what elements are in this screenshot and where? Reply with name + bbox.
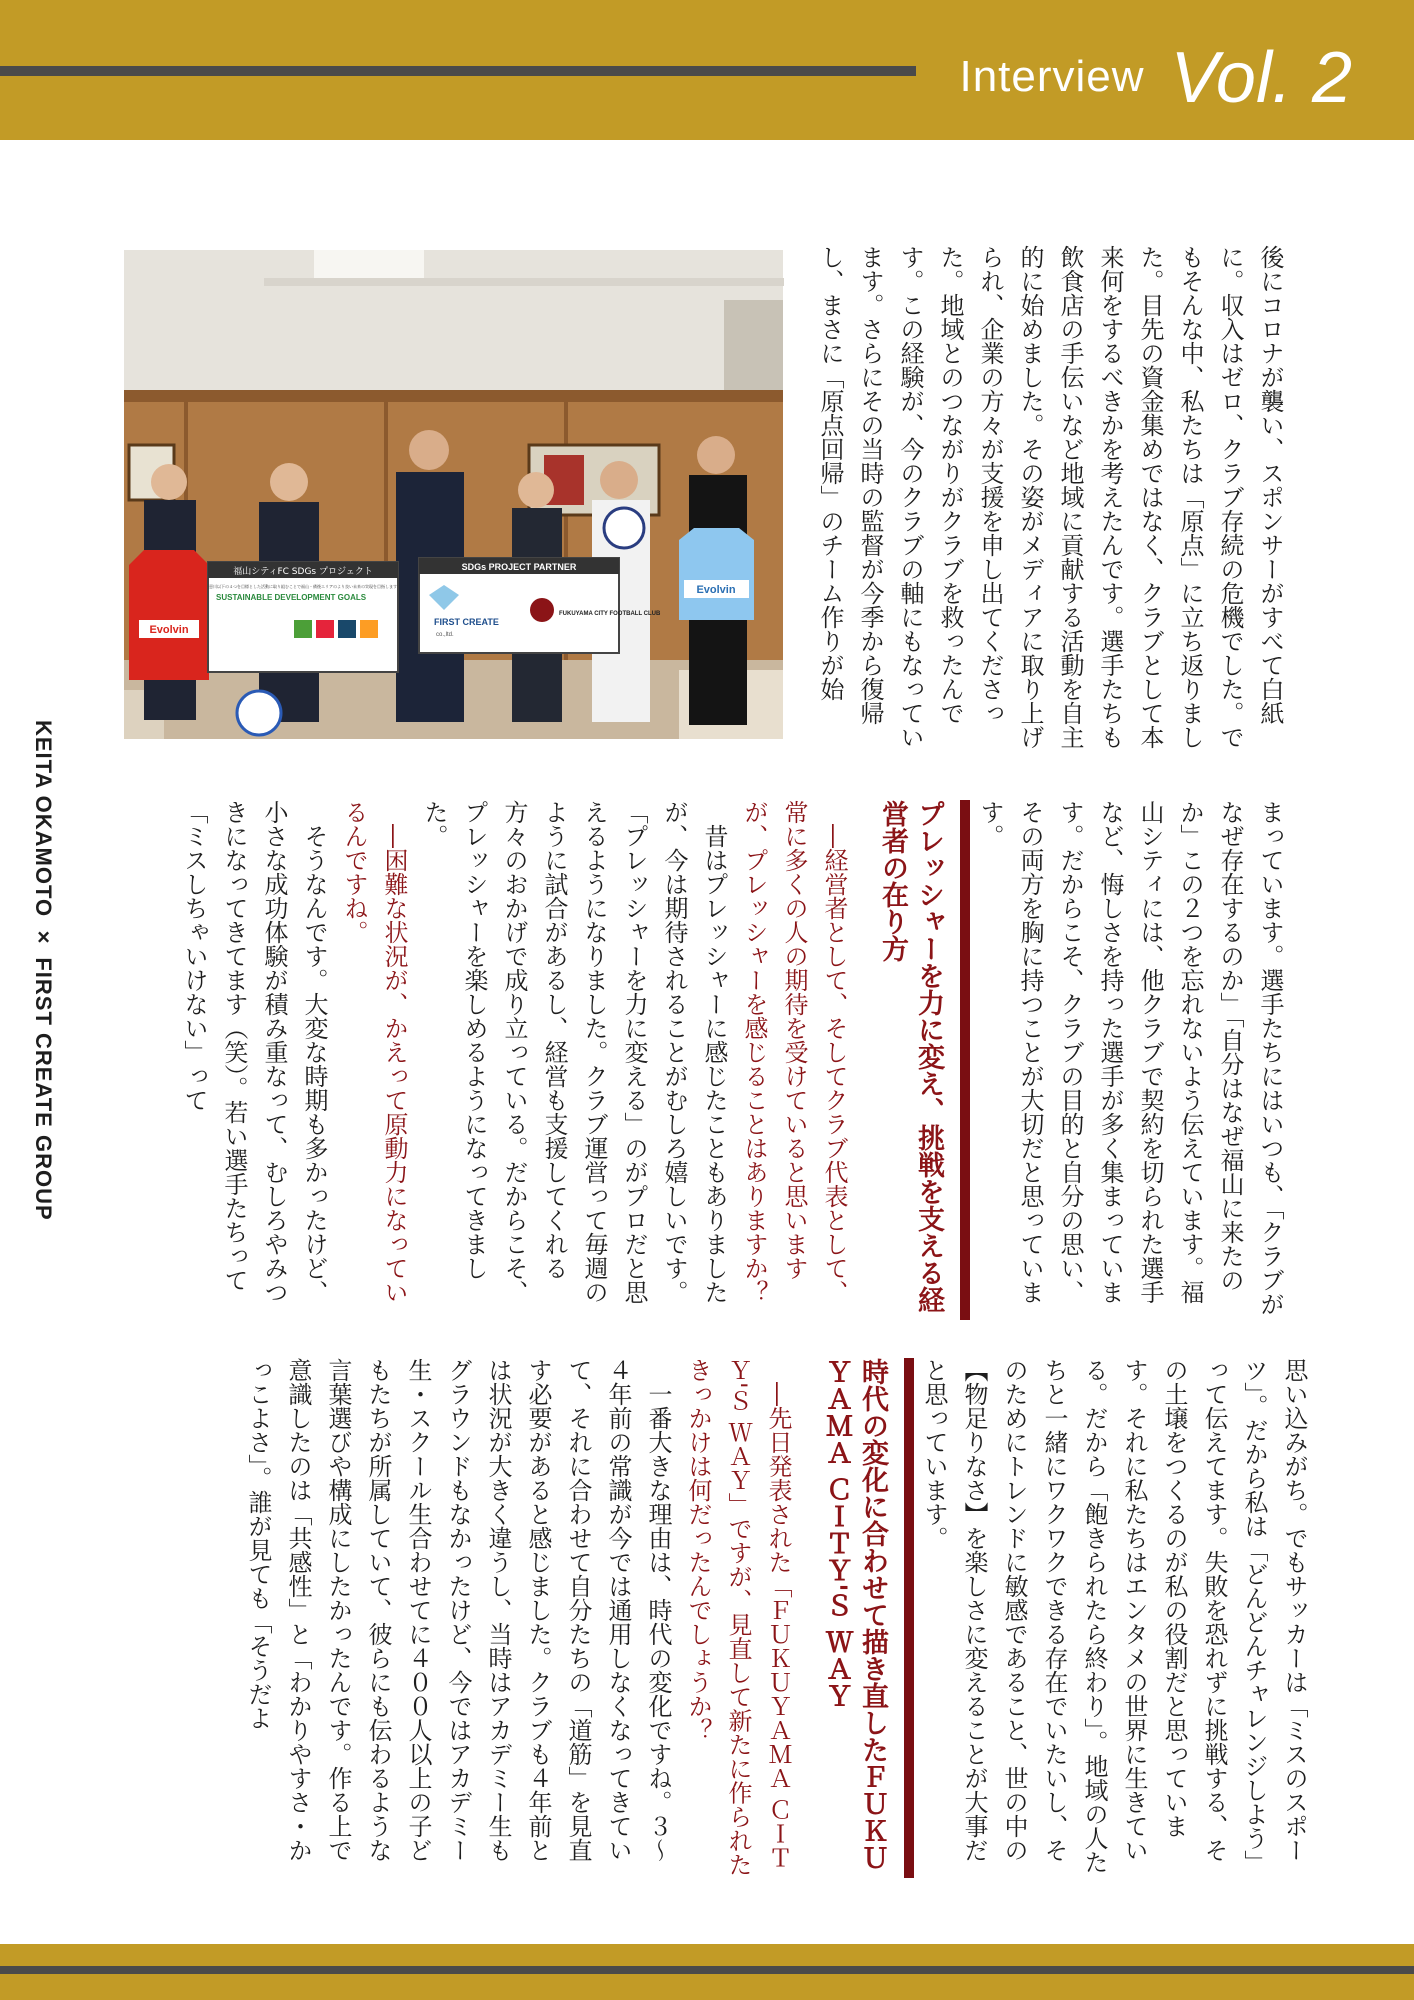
banner-right-logo2: FUKUYAMA CITY FOOTBALL CLUB [559,611,661,617]
volume-label: Vol. 2 [1170,38,1352,118]
section-heading: プレッシャーを力に変え、挑戦を支える経営者の在り方 [874,800,970,1320]
interview-question: ―先日発表された「ＦＵＫＵＹＡＭＡ ＣＩＴＹ'Ｓ ＷＡＹ」ですが、見直して新たに作られたきっかけは何だったんでしょうか？ [684,1358,792,1877]
section-heading: 時代の変化に合わせて描き直したＦＵＫＵＹＡＭＡ ＣＩＴＹ'Ｓ ＷＡＹ [818,1358,914,1878]
header-band [0,0,1414,140]
banner-left-goals: SUSTAINABLE DEVELOPMENT GOALS [216,593,367,602]
paragraph: 昔はプレッシャーに感じたこともありましたが、今は期待されることがむしろ嬉しいです。「プレッシャーを力に変える」のがプロだと思えるようになりました。クラブ運営って毎週のように試合があるし、経営も支援してくれる方々のおかげで成り立っている。だからこそ、プレッシャーを楽しめるようになってきました。 [420,800,728,1304]
paragraph: 思い込みがち。でもサッカーは「ミスのスポーツ」。だから私は「どんどんチャレンジしよう」って伝えてます。失敗を恐れずに挑戦する、その土壌をつくるのが私の役割だと思っています。それに私たちはエンタメの世界に生きている。だから「飽きられたら終わり」。地域の人たちと一緒にワクワクできる存在でいたいし、そのためにトレンドに敏感であること、世の中の【物足りなさ】を楽しさに変えることが大事だと思っています。 [920,1358,1308,1874]
paragraph: 後にコロナが襲い、スポンサーがすべて白紙に。収入はゼロ、クラブ存続の危機でした。でもそんな中、私たちは「原点」に立ち返りました。目先の資金集めではなく、クラブとして本来何をするべきかを考えたんです。選手たちも飲食店の手伝いなど地域に貢献する活動を自主的に始めました。その姿がメディアに取り上げられ、企業の方々が支援を申し出てくださった。地域とのつながりがクラブを救ったんです。この経験が、今のクラブの軸にもなっています。さらにその当時の監督が今季から復帰し、まさに「原点回帰」のチーム作りが始 [816,245,1284,749]
jersey-left-brand: Evolvin [149,624,189,636]
article-column-top [816,245,1290,755]
paragraph: そうなんです。大変な時期も多かったけど、小さな成功体験が積み重なって、むしろやみつきになってきてます（笑）。若い選手たちって「ミスしちゃいけない」って [180,800,328,1304]
article-column-middle [138,800,1290,1320]
article-column-bottom [128,1358,1314,1878]
header-stripe [0,66,916,76]
footer-band [0,1944,1414,2000]
interview-question: ―経営者として、そしてクラブ代表として、常に多くの人の期待を受けていると思いますが、プレッシャーを感じることはありますか？ [740,800,848,1304]
banner-right-title: SDGs PROJECT PARTNER [461,562,577,572]
footer-stripe [0,1966,1414,1974]
paragraph: まっています。選手たちにはいつも、「クラブがなぜ存在するのか」「自分はなぜ福山に来たのか」この２つを忘れないよう伝えています。福山シティには、他クラブで契約を切られた選手など、悔しさを持った選手が多く集まっています。だからこそ、クラブの目的と自分の思い、その両方を胸に持つことが大切だと思っています。 [976,800,1284,1316]
paragraph: 一番大きな理由は、時代の変化ですね。３～４年前の常識が今では通用しなくなってきていて、それに合わせて自分たちの「道筋」を見直す必要があると感じました。クラブも４年前とは状況が大きく違うし、当時はアカデミー生もグラウンドもなかったけど、今ではアカデミー生・スクール生合わせてに４００人以上の子どもたちが所属していて、彼らにも伝わるような言葉選びや構成にしたかったんです。作る上で意識したのは「共感性」と「わかりやすさ・かっこよさ」。誰が見ても「そうだよ [244,1358,672,1862]
interview-photo [124,250,783,739]
banner-left-body: 恵川以下の４つを目標とした活動に取り組むことで福山・備後エリアのより良い未来の実現を目指します [209,584,397,589]
header-title [959,24,1352,118]
jersey-right-brand: Evolvin [696,584,736,596]
banner-right-logo1: FIRST CREATE [434,617,499,627]
side-credit: KEITA OKAMOTO × FIRST CREATE GROUP [31,720,56,1221]
banner-left-title: 福山シティFC SDGs プロジェクト [233,567,373,577]
interview-label: Interview [959,52,1145,101]
interview-question: ―困難な状況が、かえって原動力になっているんですね。 [340,800,408,1304]
banner-right-logo1-sub: co.,ltd. [436,632,454,638]
